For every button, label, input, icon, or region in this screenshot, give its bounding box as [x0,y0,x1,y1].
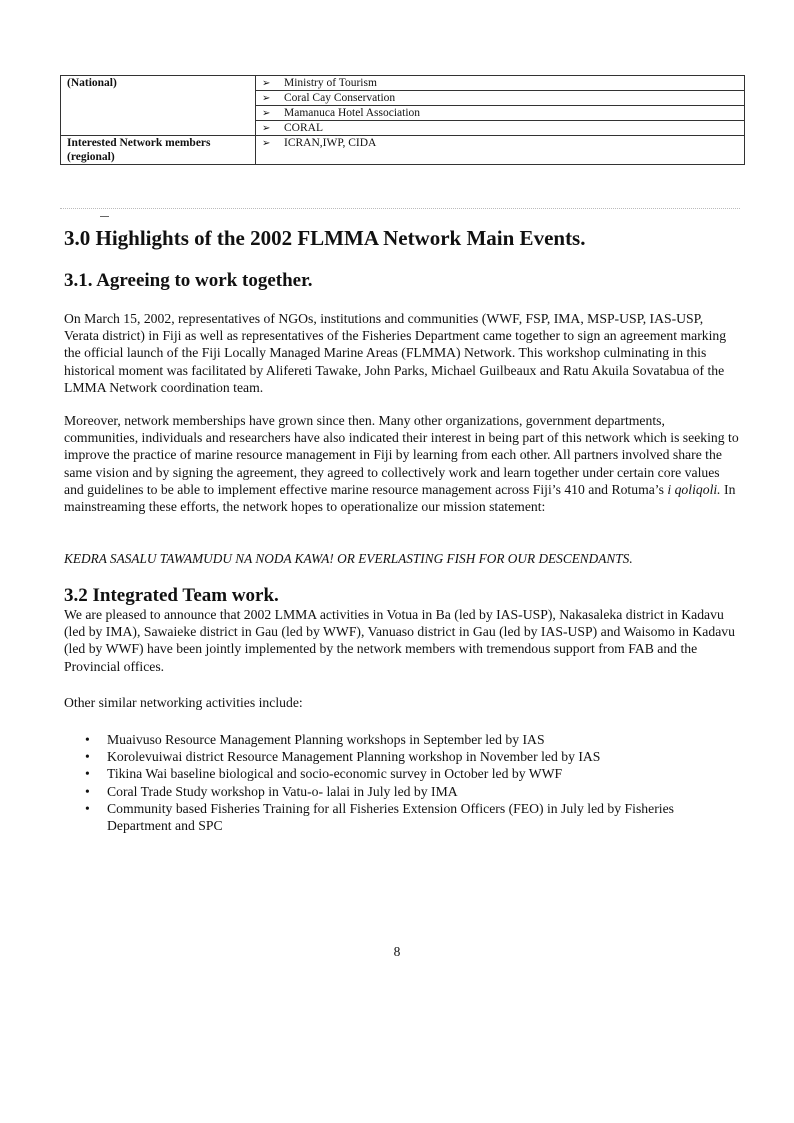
table-row-items [256,136,745,165]
list-item-text: Mamanuca Hotel Association [284,107,421,119]
arrow-bullet-icon: ➢ [262,78,271,89]
section-3-1-heading: 3.1. Agreeing to work together. [64,270,313,291]
list-item [256,91,744,106]
arrow-bullet-icon: ➢ [262,138,271,149]
mission-statement: KEDRA SASALU TAWAMUDU NA NODA KAWA! OR EVERLASTING FISH FOR OUR DESCENDANTS. [64,551,633,566]
list-item-text: Community based Fisheries Training for all Fisheries Extension Officers (FEO) in July led by Fisheries Department and SPC [107,800,674,834]
list-item-text: CORAL [284,122,323,134]
list-item-text: Coral Trade Study workshop in Vatu-o- lalai in July led by IMA [107,783,458,799]
arrow-bullet-icon: ➢ [262,123,271,134]
section-3-2-paragraph-2: Other similar networking activities include: [64,695,303,710]
table-row [61,136,745,165]
paragraph-text: In mainstreaming these efforts, the network hopes to operationalize our mission statement: [64,481,736,515]
table-row [61,76,745,136]
bullet-icon: • [85,766,90,782]
bullet-icon: • [85,732,90,747]
table-row-label: (National) [61,76,256,136]
arrow-bullet-icon: ➢ [262,108,271,119]
arrow-bullet-icon: ➢ [262,93,271,104]
section-3-heading: 3.0 Highlights of the 2002 FLMMA Network Main Events. [64,226,586,250]
scan-artifact-line [60,208,740,209]
section-3-2-paragraph-1: We are pleased to announce that 2002 LMMA activities in Votua in Ba (led by IAS-USP), Nakasaleka district in Kadavu (led by IMA), Sawaieke district in Gau (led by WWF), Vanuaso district in Gau (led by IAS-USP) and Waisomo in Kadavu (led by WWF) have been jointly implemented by the network members with tremendous support from FAB and the Provincial offices. [64,607,735,674]
list-item [256,76,744,91]
list-item [64,765,724,782]
list-item-text: Muaivuso Resource Management Planning workshops in September led by IAS [107,732,545,747]
section-3-1-paragraph-2 [64,412,740,515]
table-row-items [256,76,745,136]
network-members-table [60,75,745,165]
list-item [64,783,724,800]
list-item-text: Coral Cay Conservation [284,92,396,104]
list-item [256,136,744,150]
activities-list [64,731,724,834]
list-item-text: Tikina Wai baseline biological and socio-economic survey in October led by WWF [107,766,563,782]
section-3-2-heading: 3.2 Integrated Team work. [64,585,279,606]
list-item-text: ICRAN,IWP, CIDA [284,137,377,149]
table-row-label: Interested Network members (regional) [61,136,256,165]
list-item [256,106,744,121]
list-item [64,731,724,748]
scan-artifact-mark [100,216,109,217]
list-item-text: Ministry of Tourism [284,77,377,89]
page-number: 8 [393,944,401,959]
list-item-text: Korolevuiwai district Resource Management Planning workshop in November led by IAS [107,749,601,765]
list-item [64,748,724,765]
section-3-1-paragraph-1: On March 15, 2002, representatives of NGOs, institutions and communities (WWF, FSP, IMA, MSP-USP, IAS-USP, Verata district) in Fiji as well as representatives of the Fisheries Department came together to sign an agreement marking the official launch of the Fiji Locally Managed Marine Areas (FLMMA) Network. This workshop culminating in this historical moment was facilitated by Alifereti Tawake, John Parks, Michael Guilbeaux and Ratu Akuila Sovatabua of the LMMA Network coordination team. [64,311,727,395]
list-item [256,121,744,135]
bullet-icon: • [85,783,90,799]
list-item [64,800,724,834]
paragraph-text: Moreover, network memberships have grown since then. Many other organizations, government departments, communities, individuals and researchers have also indicated their interest in being part of this network which is seeking to improve the practice of marine resource management in Fiji by learning from each other. All partners involved share the same vision and by signing the agreement, they agreed to collectively work and learn together under certain core values and guidelines to be able to implement effective marine resource management across Fiji’s 410 and Rotuma’s [64,413,739,497]
bullet-icon: • [85,749,90,765]
bullet-icon: • [85,800,90,816]
paragraph-italic-term: i qoliqoli. [667,481,721,497]
